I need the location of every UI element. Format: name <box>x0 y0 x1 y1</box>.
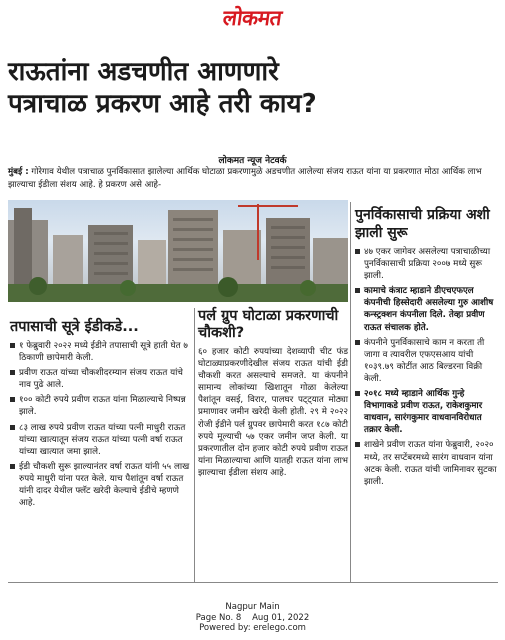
bullet-square-icon <box>10 425 15 430</box>
section-body: ६० हजार कोटी रुपयांच्या देशव्यापी चीट फंड घोटाळ्याप्रकरणीदेखील संजय राऊत यांची ईडी चौकशी करत असल्याचे समजते. या कंपनीने सामान्य लोकांच्या खिशातून गोळा केलेल्या पैशांतून वसई, विरार, पालघर पट्ट्यात मोठ्या प्रमाणावर जमीन खरेदी केली होती. २९ मे २०२२ रोजी ईडीने पर्ल ग्रुपवर छापेमारी करत १८७ कोटी रुपये मूल्याची ५७ एकर जमीन जप्त केली. या प्रकरणातील दोन हजार कोटी रुपये प्रवीण राऊत यांना मिळाल्याचा आणि यातही राऊत यांना लाभ झाल्याचा ईडीला संशय आहे. <box>198 347 348 478</box>
section-redevelopment <box>355 206 501 491</box>
article-headline <box>8 56 498 120</box>
newspaper-logo: लोकमत <box>221 6 284 30</box>
edition-label: Nagpur Main <box>225 602 280 612</box>
list-item: कामाचे कंत्राट म्हाडाने डीएचएफएल कंपनीची हिस्सेदारी असलेल्या गुरु आशीष कन्स्ट्रक्शन कंपनीला दिले. तेव्हा प्रवीण राऊत संचालक होते. <box>355 285 501 333</box>
headline-line-1: राऊतांना अडचणीत आणणारे <box>8 57 279 87</box>
dateline: मुंबई : <box>8 167 29 177</box>
construction-photo <box>8 200 348 302</box>
list-item: शाखेने प्रवीण राऊत यांना फेब्रुवारी, २०२० मध्ये, तर सप्टेंबरमध्ये सारंग वाधवान यांना अटक केली. राऊत यांची जामिनावर सुटका झाली. <box>355 439 501 487</box>
page-date-label: Page No. 8 Aug 01, 2022 <box>195 612 310 623</box>
bullet-square-icon <box>355 391 360 396</box>
list-item: कंपनीने पुनर्विकासाचे काम न करता ती जागा व त्यावरील एफएसआय यांची १०३९.७९ कोटींत आठ बिल्डरना विक्री केली. <box>355 337 501 385</box>
bullet-square-icon <box>10 343 15 348</box>
list-item: ८३ लाख रुपये प्रवीण राऊत यांच्या पत्नी माधुरी राऊत यांच्या खात्यातून संजय राऊत यांच्या पत्नी वर्षा राऊत यांच्या खात्यात जमा झाले. <box>10 422 195 458</box>
bullet-square-icon <box>355 442 360 447</box>
byline: लोकमत न्यूज नेटवर्क <box>218 156 287 166</box>
list-item: १०० कोटी रुपये प्रवीण राऊत यांना मिळाल्याचे निष्पन्न झाले. <box>10 394 195 418</box>
bullet-square-icon <box>10 397 15 402</box>
bullet-list <box>10 340 195 509</box>
bullet-square-icon <box>10 370 15 375</box>
section-heading: तपासाची सूत्रे ईडीकडे... <box>10 319 139 335</box>
bullet-list <box>355 246 501 488</box>
bullet-square-icon <box>355 249 360 254</box>
list-item: प्रवीण राऊत यांच्या चौकशीदरम्यान संजय राऊत यांचे नाव पुढे आले. <box>10 367 195 391</box>
intro-paragraph <box>8 166 498 192</box>
section-heading: पर्ल ग्रुप घोटाळा प्रकरणाची चौकशी? <box>198 308 339 341</box>
headline-line-2: पत्राचाळ प्रकरण आहे तरी काय? <box>8 89 317 119</box>
section-investigation <box>10 318 195 512</box>
buildings-illustration <box>8 200 348 302</box>
page-footer <box>0 602 505 634</box>
column-divider <box>350 202 351 582</box>
list-item: १ फेब्रुवारी २०२२ मध्ये ईडीने तपासाची सूत्रे हाती घेत ७ ठिकाणी छापेमारी केली. <box>10 340 195 364</box>
bullet-square-icon <box>355 340 360 345</box>
section-heading: पुनर्विकासाची प्रक्रिया अशी झाली सुरू <box>355 207 490 241</box>
bullet-square-icon <box>355 288 360 293</box>
list-item: २०१८ मध्ये म्हाडाने आर्थिक गुन्हे विभागाकडे प्रवीण राऊत, राकेशकुमार वाधवान, सारंगकुमार वाधवानविरोधात तक्रार केली. <box>355 388 501 436</box>
list-item: ईडी चौकशी सुरू झाल्यानंतर वर्षा राऊत यांनी ५५ लाख रुपये माधुरी यांना परत केले. याच पैशांतून वर्षा राऊत यांनी दादर येथील फ्लॅट खरेदी केल्याचे ईडीचे म्हणणे आहे. <box>10 461 195 509</box>
bottom-rule <box>8 582 498 583</box>
masthead <box>0 4 505 32</box>
list-item: ४७ एकर जागेवर असलेल्या पत्राचाळीच्या पुनर्विकासाची प्रक्रिया २००७ मध्ये सुरू झाली. <box>355 246 501 282</box>
powered-by-label: Powered by: erelego.com <box>199 623 306 633</box>
intro-text: गोरेगाव येथील पत्राचाळ पुनर्विकासात झालेल्या आर्थिक घोटाळा प्रकरणामुळे अडचणीत आलेल्या संजय राऊत यांना या प्रकरणात मोठा आर्थिक लाभ झाल्याचा ईडीला संशय आहे. हे प्रकरण असे आहे- <box>8 167 482 190</box>
bullet-square-icon <box>10 464 15 469</box>
section-pearl-group <box>198 308 348 479</box>
